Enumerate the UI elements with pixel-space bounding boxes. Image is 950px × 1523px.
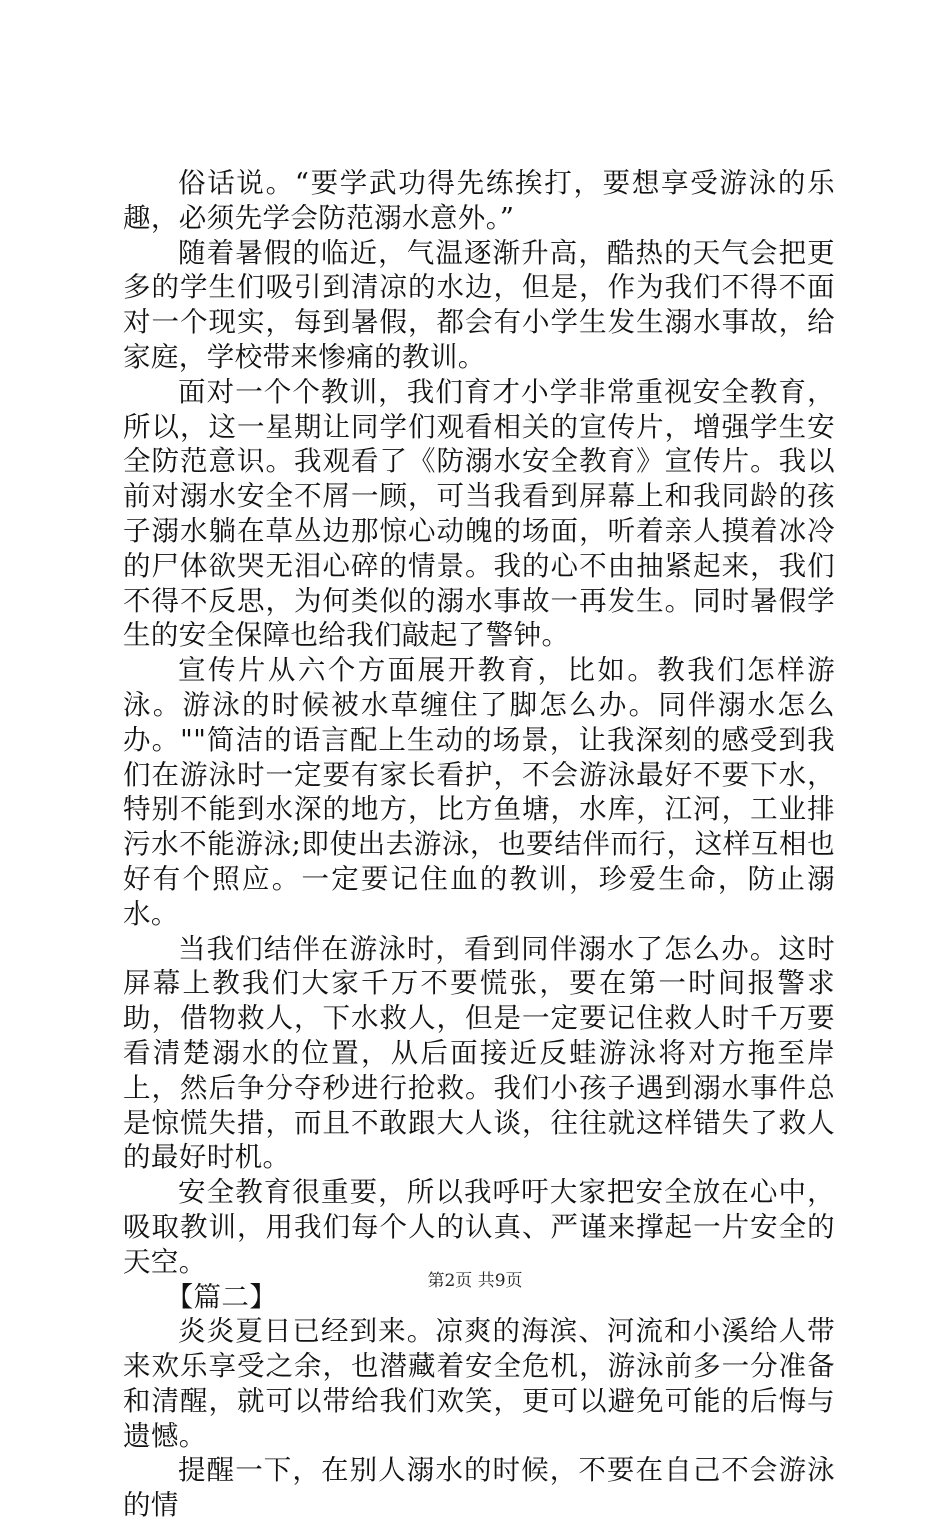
paragraph: 安全教育很重要，所以我呼吁大家把安全放在心中，吸取教训，用我们每个人的认真、严谨来撑起一片安全的天空。 — [123, 1176, 835, 1278]
paragraph: 随着暑假的临近，气温逐渐升高，酷热的天气会把更多的学生们吸引到清凉的水边，但是，作为我们不得不面对一个现实，每到暑假，都会有小学生发生溺水事故，给家庭，学校带来惨痛的教训。 — [123, 236, 835, 373]
page-number-footer: 第2页 共9页 — [427, 1271, 523, 1291]
paragraph: 面对一个个教训，我们育才小学非常重视安全教育，所以，这一星期让同学们观看相关的宣传片，增强学生安全防范意识。我观看了《防溺水安全教育》宣传片。我以前对溺水安全不屑一顾，可当我看到屏幕上和我同龄的孩子溺水躺在草丛边那惊心动魄的场面，听着亲人摸着冰冷的尸体欲哭无泪心碎的情景。我的心不由抽紧起来，我们不得不反思，为何类似的溺水事故一再发生。同时暑假学生的安全保障也给我们敲起了警钟。 — [123, 375, 835, 652]
paragraph: 宣传片从六个方面展开教育，比如。教我们怎样游泳。游泳的时候被水草缠住了脚怎么办。同伴溺水怎么办。""简洁的语言配上生动的场景，让我深刻的感受到我们在游泳时一定要有家长看护，不会游泳最好不要下水，特别不能到水深的地方，比方鱼塘，水库，江河，工业排污水不能游泳;即使出去游泳，也要结伴而行，这样互相也好有个照应。一定要记住血的教训，珍爱生命，防止溺水。 — [123, 654, 835, 930]
document-body — [123, 166, 835, 1523]
paragraph: 俗话说。“要学武功得先练挨打，要想享受游泳的乐趣，必须先学会防范溺水意外。” — [123, 167, 835, 234]
paragraph: 当我们结伴在游泳时，看到同伴溺水了怎么办。这时屏幕上教我们大家千万不要慌张，要在第一时间报警求助，借物救人，下水救人，但是一定要记住救人时千万要看清楚溺水的位置，从后面接近反蛙游泳将对方拖至岸上，然后争分夺秒进行抢救。我们小孩子遇到溺水事件总是惊慌失措，而且不敢跟大人谈，往往就这样错失了救人的最好时机。 — [123, 932, 835, 1174]
paragraph: 提醒一下，在别人溺水的时候，不要在自己不会游泳的情 — [123, 1454, 835, 1522]
paragraph: 炎炎夏日已经到来。凉爽的海滨、河流和小溪给人带来欢乐享受之余，也潜藏着安全危机，游泳前多一分准备和清醒，就可以带给我们欢笑，更可以避免可能的后悔与遗憾。 — [123, 1315, 835, 1452]
section-heading: 【篇二】 — [165, 1280, 278, 1313]
